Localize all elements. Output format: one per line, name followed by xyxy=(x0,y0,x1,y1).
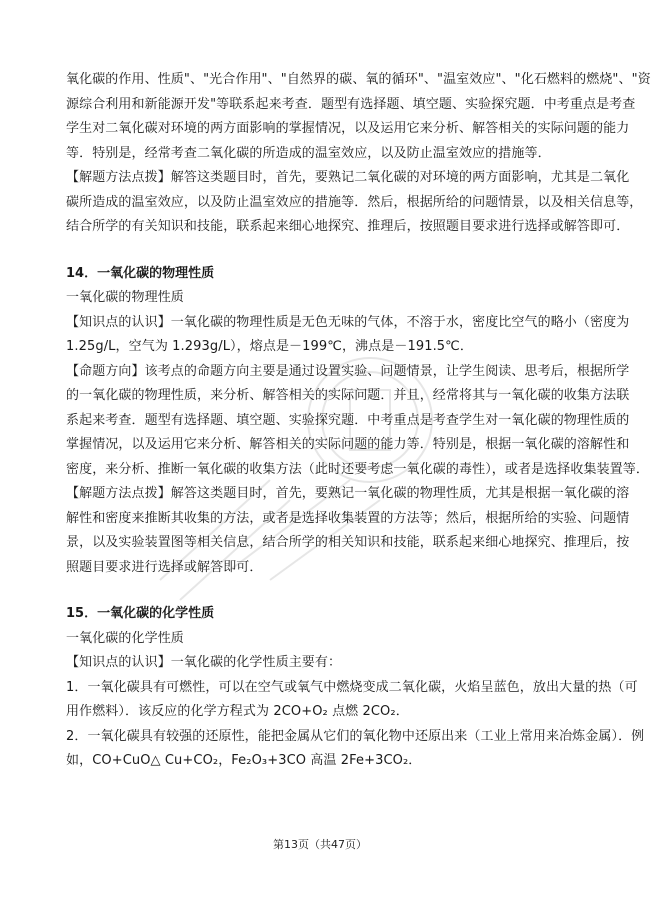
page-content xyxy=(66,68,651,774)
section-14-line: 【解题方法点拨】解答这类题目时，首先，要熟记一氧化碳的物理性质，尤其是根据一氧化碳的溶 xyxy=(66,486,630,501)
section-14-line: 系起来考查．题型有选择题、填空题、实验探究题．中考重点是考查学生对一氧化碳的物理性质的 xyxy=(66,412,630,428)
section-14-line: 【命题方向】该考点的命题方向主要是通过设置实验、问题情景，让学生阅读、思考后，根据所学 xyxy=(66,363,630,379)
section-14-line: 照题目要求进行选择或解答即可． xyxy=(66,559,263,575)
section-15-line: 2．一氧化碳具有较强的还原性，能把金属从它们的氧化物中还原出来（工业上常用来冶炼金属）．例 xyxy=(66,728,645,744)
section-15-line: 如，CO+CuO△ Cu+CO₂，Fe₂O₃+3CO 高温 2Fe+3CO₂． xyxy=(66,753,422,768)
section-14-line: 密度，来分析、推断一氧化碳的收集方法（此时还要考虑一氧化碳的毒性），或者是选择收集装置等． xyxy=(66,461,650,477)
section-14-line: 景，以及实验装置图等相关信息，结合所学的相关知识和技能，联系起来细心地探究、推理后，按 xyxy=(66,535,630,550)
page-footer: 第13页（共47页） xyxy=(273,838,367,851)
intro-line: 【解题方法点拨】解答这类题目时，首先，要熟记二氧化碳的对环境的两方面影响，尤其是二氧化 xyxy=(66,170,630,185)
section-14-line: 解性和密度来推断其收集的方法，或者是选择收集装置的方法等；然后，根据所给的实验、问题情 xyxy=(66,510,630,526)
intro-line: 碳所造成的温室效应，以及防止温室效应的措施等．然后，根据所给的问题情景，以及相关信息等， xyxy=(66,194,643,210)
section-15-line: 用作燃料）．该反应的化学方程式为 2CO+O₂ 点燃 2CO₂． xyxy=(66,704,409,719)
intro-line: 源综合利用和新能源开发"等联系起来考查．题型有选择题、填空题、实验探究题．中考重点是考查 xyxy=(66,96,636,112)
section-14-line: 1.25g/L，空气为 1.293g/L），熔点是－199℃，沸点是－191.5℃． xyxy=(66,339,473,354)
section-15-line: 1．一氧化碳具有可燃性，可以在空气或氧气中燃烧变成二氧化碳，火焰呈蓝色，放出大量的热（可 xyxy=(66,679,638,695)
intro-line: 等．特别是，经常考查二氧化碳的所造成的温室效应，以及防止温室效应的措施等． xyxy=(66,145,551,161)
section-14-line: 掌握情况，以及运用它来分析、解答相关的实际问题的能力等．特别是，根据一氧化碳的溶解性和 xyxy=(66,437,630,452)
section-14-line: 【知识点的认识】一氧化碳的物理性质是无色无味的气体，不溶于水，密度比空气的略小（密度为 xyxy=(66,314,630,330)
section-14-line: 一氧化碳的物理性质 xyxy=(66,290,184,305)
section-14-heading: 14．一氧化碳的物理性质 xyxy=(66,265,215,281)
intro-line: 结合所学的有关知识和技能，联系起来细心地探究、推理后，按照题目要求进行选择或解答即可． xyxy=(66,219,630,234)
section-15-line: 一氧化碳的化学性质 xyxy=(66,630,184,646)
section-14-line: 的一氧化碳的物理性质，来分析、解答相关的实际问题．并且，经常将其与一氧化碳的收集方法联 xyxy=(66,388,630,403)
intro-line: 学生对二氧化碳对环境的两方面影响的掌握情况，以及运用它来分析、解答相关的实际问题的能力 xyxy=(66,121,630,136)
intro-line: 氧化碳的作用、性质"、"光合作用"、"自然界的碳、氧的循环"、"温室效应"、"化石燃料的燃烧"、"资 xyxy=(66,72,651,87)
section-15-line: 【知识点的认识】一氧化碳的化学性质主要有： xyxy=(66,655,342,670)
section-15-heading: 15．一氧化碳的化学性质 xyxy=(66,606,215,621)
